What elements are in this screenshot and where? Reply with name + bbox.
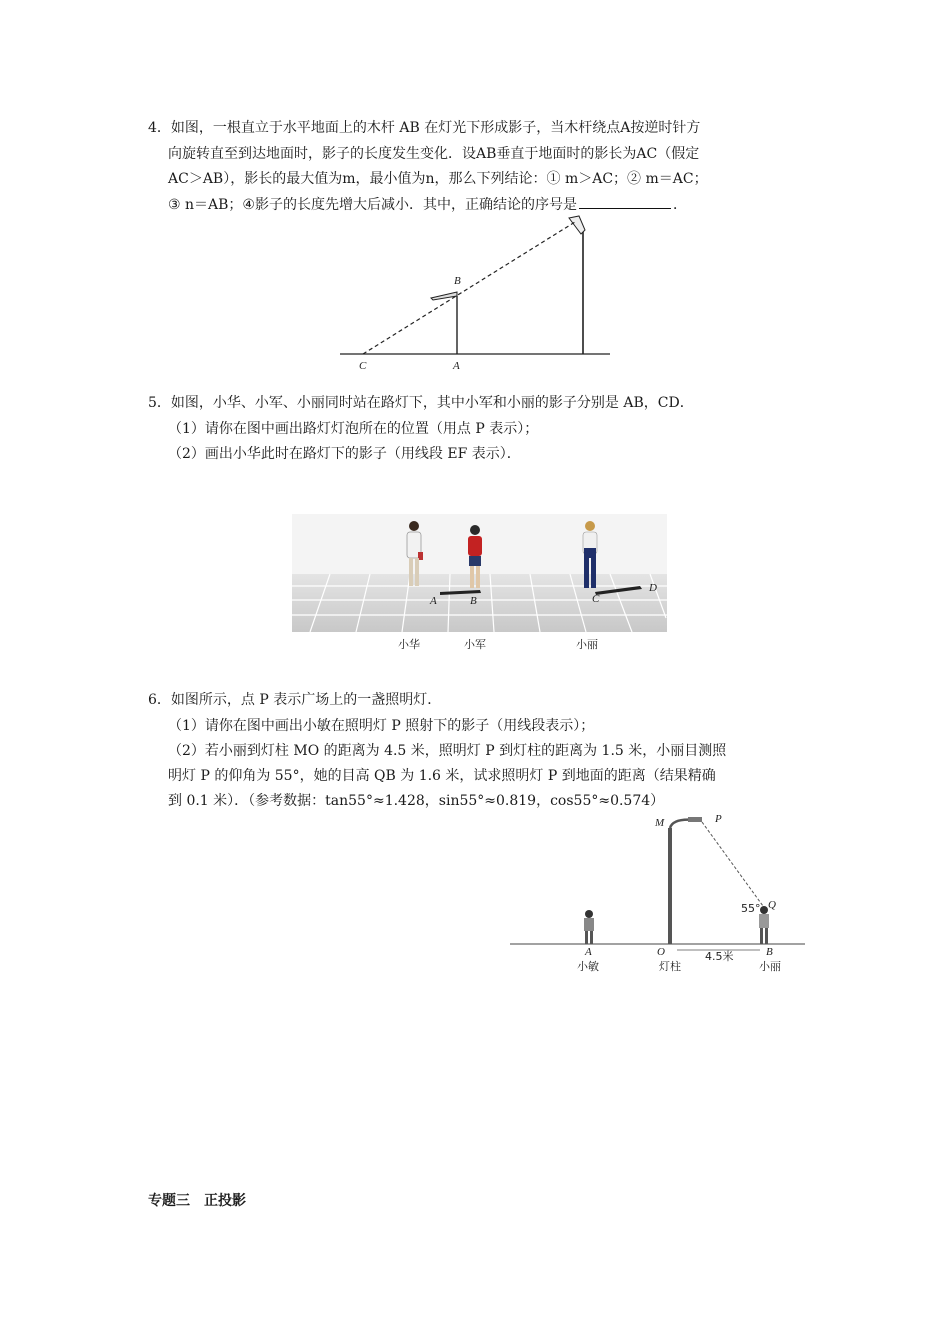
caption-pole: 灯柱: [659, 960, 681, 973]
pole-lamp-head: [431, 292, 457, 300]
street-lamp-icon: [569, 216, 585, 234]
label-p: P: [715, 813, 722, 825]
q6-sub-1: （1）请你在图中画出小敏在照明灯 P 照射下的影子（用线段表示）；: [168, 718, 595, 734]
q5-sub-2: （2）画出小华此时在路灯下的影子（用线段 EF 表示）．: [168, 446, 521, 462]
label-angle: 55°: [741, 902, 761, 915]
light-ray: [363, 222, 575, 354]
person-xiaomin: [584, 910, 594, 944]
section-heading: 专题三 正投影: [148, 1193, 246, 1209]
lamp-post: [668, 828, 672, 944]
q6-sub-2c: 到 0.1 米）．（参考数据：tan55°≈1.428，sin55°≈0.819，cos55°≈0.574）: [168, 793, 665, 809]
label-c: C: [359, 360, 367, 372]
caption-xiaomin: 小敏: [577, 960, 599, 973]
label-q: Q: [768, 899, 776, 911]
q4-line-1: 4．如图，一根直立于水平地面上的木杆 AB 在灯光下形成影子，当木杆绕点A按逆时针方: [148, 120, 701, 136]
q4-line-3: AC＞AB），影长的最大值为m，最小值为n，那么下列结论：① m＞AC；② m＝AC；: [168, 171, 708, 187]
caption-xiaoli: 小丽: [576, 638, 598, 651]
label-b: B: [454, 275, 461, 287]
q5-figure: [290, 508, 680, 656]
sight-line: [702, 822, 763, 906]
answer-blank[interactable]: [579, 194, 671, 209]
label-d: D: [649, 582, 657, 594]
label-c: C: [592, 593, 600, 605]
q5-sub-1: （1）请你在图中画出路灯灯泡所在的位置（用点 P 表示）；: [168, 421, 539, 437]
q4-line-2: 向旋转直至到达地面时，影子的长度发生变化．设AB垂直于地面时的影长为AC（假定: [168, 146, 700, 162]
q4-figure: [335, 212, 620, 377]
caption-xiaojun: 小军: [464, 638, 486, 651]
q6-figure: [505, 810, 810, 975]
q6-line-1: 6．如图所示，点 P 表示广场上的一盏照明灯．: [148, 692, 442, 708]
q5-line-1: 5．如图，小华、小军、小丽同时站在路灯下，其中小军和小丽的影子分别是 AB，CD．: [148, 395, 694, 411]
q4-line-4-end: ．: [672, 197, 687, 213]
label-distance: 4.5米: [705, 950, 734, 963]
person-xiaoli: [759, 906, 769, 944]
label-m: M: [655, 817, 665, 829]
q6-sub-2b: 明灯 P 的仰角为 55°，她的目高 QB 为 1.6 米，试求照明灯 P 到地面的距离（结果精确: [168, 768, 716, 784]
label-a: A: [585, 946, 592, 958]
q4-line-4-text: ③ n＝AB；④影子的长度先增大后减小．其中，正确结论的序号是: [168, 197, 577, 213]
label-a: A: [430, 595, 437, 607]
label-a: A: [453, 360, 460, 372]
caption-xiaohua: 小华: [398, 638, 420, 651]
label-b: B: [470, 595, 477, 607]
lamp-head-icon: [688, 817, 702, 822]
caption-xiaoli: 小丽: [759, 960, 781, 973]
label-b: B: [766, 946, 773, 958]
q6-sub-2a: （2）若小丽到灯柱 MO 的距离为 4.5 米，照明灯 P 到灯柱的距离为 1.5 米，小丽目测照: [168, 743, 727, 759]
label-o: O: [657, 946, 665, 958]
